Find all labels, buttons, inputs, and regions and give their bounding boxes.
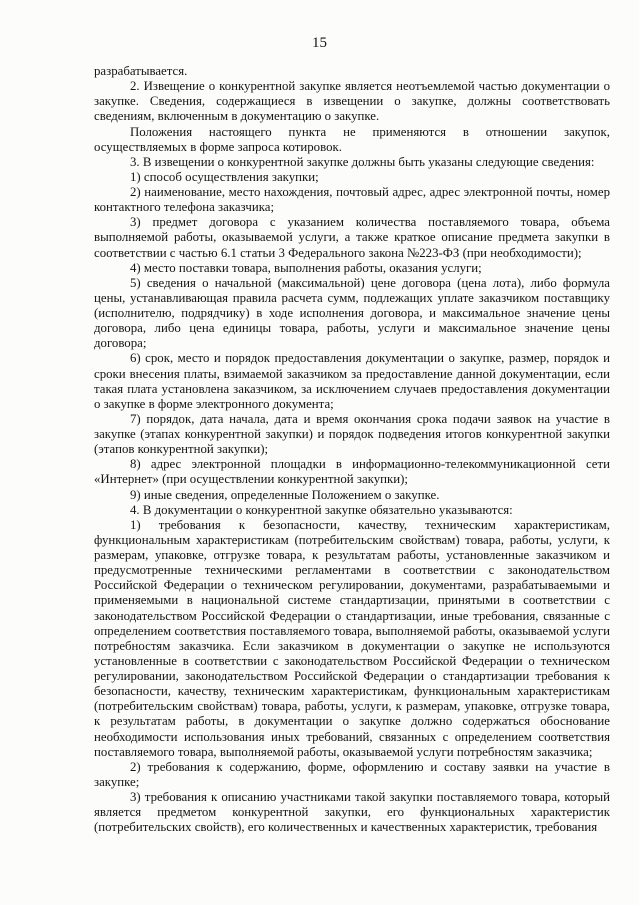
list-item-3-2: 2) наименование, место нахождения, почтовый адрес, адрес электронной почты, номер контактного телефона заказчика; (94, 185, 610, 215)
list-item-3-1: 1) способ осуществления закупки; (130, 169, 319, 184)
paragraph-item-2: 2. Извещение о конкурентной закупке является неотъемлемой частью документации о закупке. Сведения, содержащиеся в извещении о закупке, должны соответствовать сведениям, включенным в документацию о закупке. (94, 79, 610, 124)
paragraph-item-4-heading: 4. В документации о конкурентной закупке обязательно указываются: (130, 502, 513, 517)
list-item-3-3: 3) предмет договора с указанием количества поставляемого товара, объема выполняемой работы, оказываемой услуги, а также краткое описание предмета закупки в соответствии с частью 6.1 статьи 3 Федерального закона №223-ФЗ (при необходимости); (94, 215, 610, 260)
document-body (94, 64, 610, 835)
list-item-3-5: 5) сведения о начальной (максимальной) цене договора (цена лота), либо формула цены, устанавливающая правила расчета сумм, подлежащих уплате заказчиком поставщику (исполнителю, подрядчику) в ходе исполнения договора, и максимальное значение цены договора, либо цена единицы товара, работы, услуги и максимальное значение цены договора; (94, 275, 610, 351)
list-item-4-2: 2) требования к содержанию, форме, оформлению и составу заявки на участие в закупке; (94, 759, 610, 789)
list-item-4-3: 3) требования к описанию участниками такой закупки поставляемого товара, который является предметом конкурентной закупки, его функциональных характеристик (потребительских свойств), его количественных и качественных характеристик, требования (94, 790, 610, 835)
page-number: 15 (312, 35, 327, 51)
paragraph-exception-note: Положения настоящего пункта не применяются в отношении закупок, осуществляемых в форме запроса котировок. (94, 124, 610, 154)
paragraph-continuation: разрабатывается. (94, 64, 188, 78)
list-item-3-8: 8) адрес электронной площадки в информационно-телекоммуникационной сети «Интернет» (при осуществлении конкурентной закупки); (94, 457, 610, 487)
list-item-3-4: 4) место поставки товара, выполнения работы, оказания услуги; (130, 260, 482, 275)
list-item-3-7: 7) порядок, дата начала, дата и время окончания срока подачи заявок на участие в закупке (этапах конкурентной закупки) и порядок подведения итогов конкурентной закупки (этапов конкурентной закупки); (94, 411, 610, 457)
list-item-4-1: 1) требования к безопасности, качеству, техническим характеристикам, функциональным характеристикам (потребительским свойствам) товара, работы, услуги, к размерам, упаковке, отгрузке товара, к результатам работы, установленные заказчиком и предусмотренные техническими регламентами в соответствии с законодательством Российской Федерации о техническом регулировании, документами, разрабатываемыми и применяемыми в национальной системе стандартизации, принятыми в соответствии с законодательством Российской Федерации о стандартизации, иные требования, связанные с определением соответствия поставляемого товара, выполняемой работы, оказываемой услуги потребностям заказчика. Если заказчиком в документации о закупке не используются установленные в соответствии с законодательством Российской Федерации о техническом регулировании, законодательством Российской Федерации о стандартизации требования к безопасности, качеству, техническим характеристикам, функциональным характеристикам (потребительским свойствам) товара, работы, услуги, к размерам, упаковке, отгрузке товара, к результатам работы, в документации о закупке должно содержаться обоснование необходимости использования иных требований, связанных с определением соответствия поставляемого товара, выполняемой работы, оказываемой услуги потребностям заказчика; (94, 517, 610, 759)
paragraph-item-3-heading: 3. В извещении о конкурентной закупке должны быть указаны следующие сведения: (130, 154, 595, 169)
list-item-3-6: 6) срок, место и порядок предоставления документации о закупке, размер, порядок и сроки внесения платы, взимаемой заказчиком за предоставление данной документации, если такая плата установлена заказчиком, за исключением случаев предоставления документации о закупке в форме электронного документа; (94, 351, 610, 411)
list-item-3-9: 9) иные сведения, определенные Положением о закупке. (130, 487, 440, 502)
